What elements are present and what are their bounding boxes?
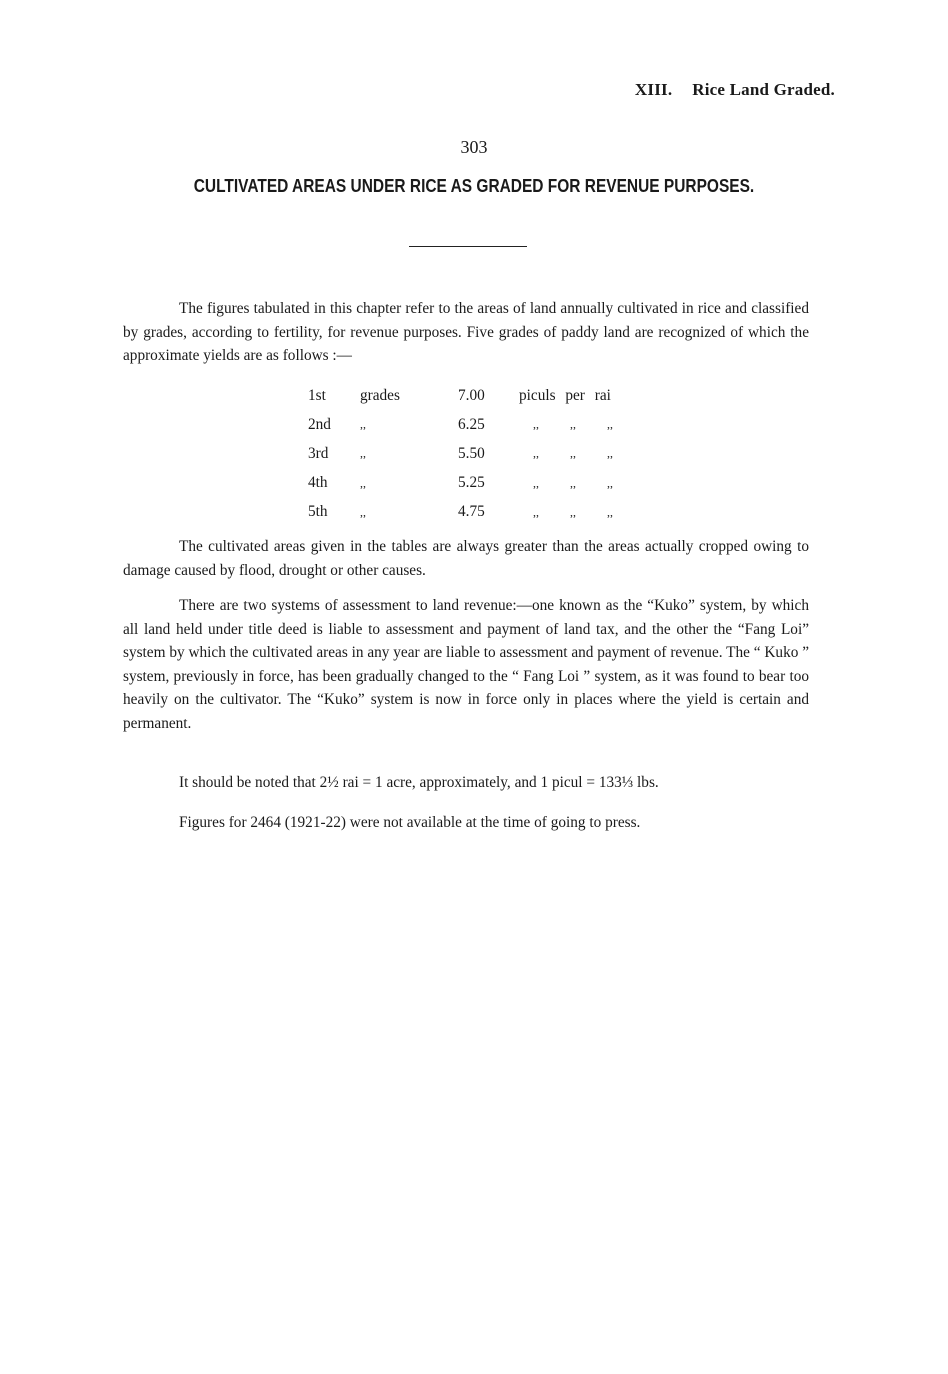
yield-value-cell: 6.25: [458, 415, 485, 433]
page-number: 303: [460, 137, 488, 157]
grade-unit-cell: ,,: [360, 417, 366, 432]
table-row: [308, 410, 693, 439]
yield-value-cell: 5.50: [458, 444, 485, 462]
yield-value-cell: 4.75: [458, 503, 485, 521]
assessment-systems-paragraph: There are two systems of assessment to land revenue:—one known as the “Kuko” system, by which all land held under title deed is liable to assessment and payment of land tax, and the other the “Fang Loi” system by which the cultivated areas in any year are liable to assessment and payment of revenue. The “ Kuko ” system, previously in force, has been gradually changed to the “ Fang Loi ” system, as it was found to bear too heavily on the cultivator. The “Kuko” system is now in force only in places where the yield is certain and permanent.: [123, 597, 809, 732]
running-head-title: Rice Land Graded.: [692, 80, 835, 99]
grade-cell: 5th: [308, 503, 328, 521]
grades-yield-table: [308, 381, 693, 527]
yield-value-cell: 7.00: [458, 386, 485, 404]
yield-value-cell: 5.25: [458, 474, 485, 492]
yield-unit-cell: ,, ,, ,,: [533, 446, 613, 461]
grade-unit-cell: ,,: [360, 446, 366, 461]
table-row: [308, 381, 693, 410]
grade-cell: 3rd: [308, 444, 329, 462]
conversion-note: It should be noted that 2½ rai = 1 acre, approximately, and 1 picul = 133⅓ lbs.: [179, 774, 659, 791]
grade-unit-cell: grades: [360, 386, 400, 404]
page-title: CULTIVATED AREAS UNDER RICE AS GRADED FOR REVENUE PURPOSES.: [193, 176, 755, 196]
table-row: [308, 498, 693, 527]
yield-unit-cell: ,, ,, ,,: [533, 504, 613, 519]
availability-note: Figures for 2464 (1921-22) were not available at the time of going to press.: [179, 814, 641, 831]
grade-cell: 1st: [308, 386, 326, 404]
intro-paragraph: The figures tabulated in this chapter refer to the areas of land annually cultivated in rice and classified by grades, according to fertility, for revenue purposes. Five grades of paddy land are recognized of which the approximate yields are as follows :—: [123, 300, 809, 364]
yield-unit-cell: ,, ,, ,,: [533, 417, 613, 432]
grade-unit-cell: ,,: [360, 475, 366, 490]
running-head-chapter: XIII.: [634, 80, 673, 99]
grade-unit-cell: ,,: [360, 504, 366, 519]
table-row: [308, 469, 693, 498]
table-row: [308, 439, 693, 468]
running-head: [635, 80, 835, 100]
title-divider: [409, 246, 527, 247]
yield-unit-cell: piculs per rai: [519, 386, 611, 404]
grade-cell: 4th: [308, 474, 328, 492]
yield-unit-cell: ,, ,, ,,: [533, 475, 613, 490]
cultivated-areas-paragraph: The cultivated areas given in the tables are always greater than the areas actually cropped owing to damage caused by flood, drought or other causes.: [123, 538, 809, 579]
grade-cell: 2nd: [308, 415, 331, 433]
